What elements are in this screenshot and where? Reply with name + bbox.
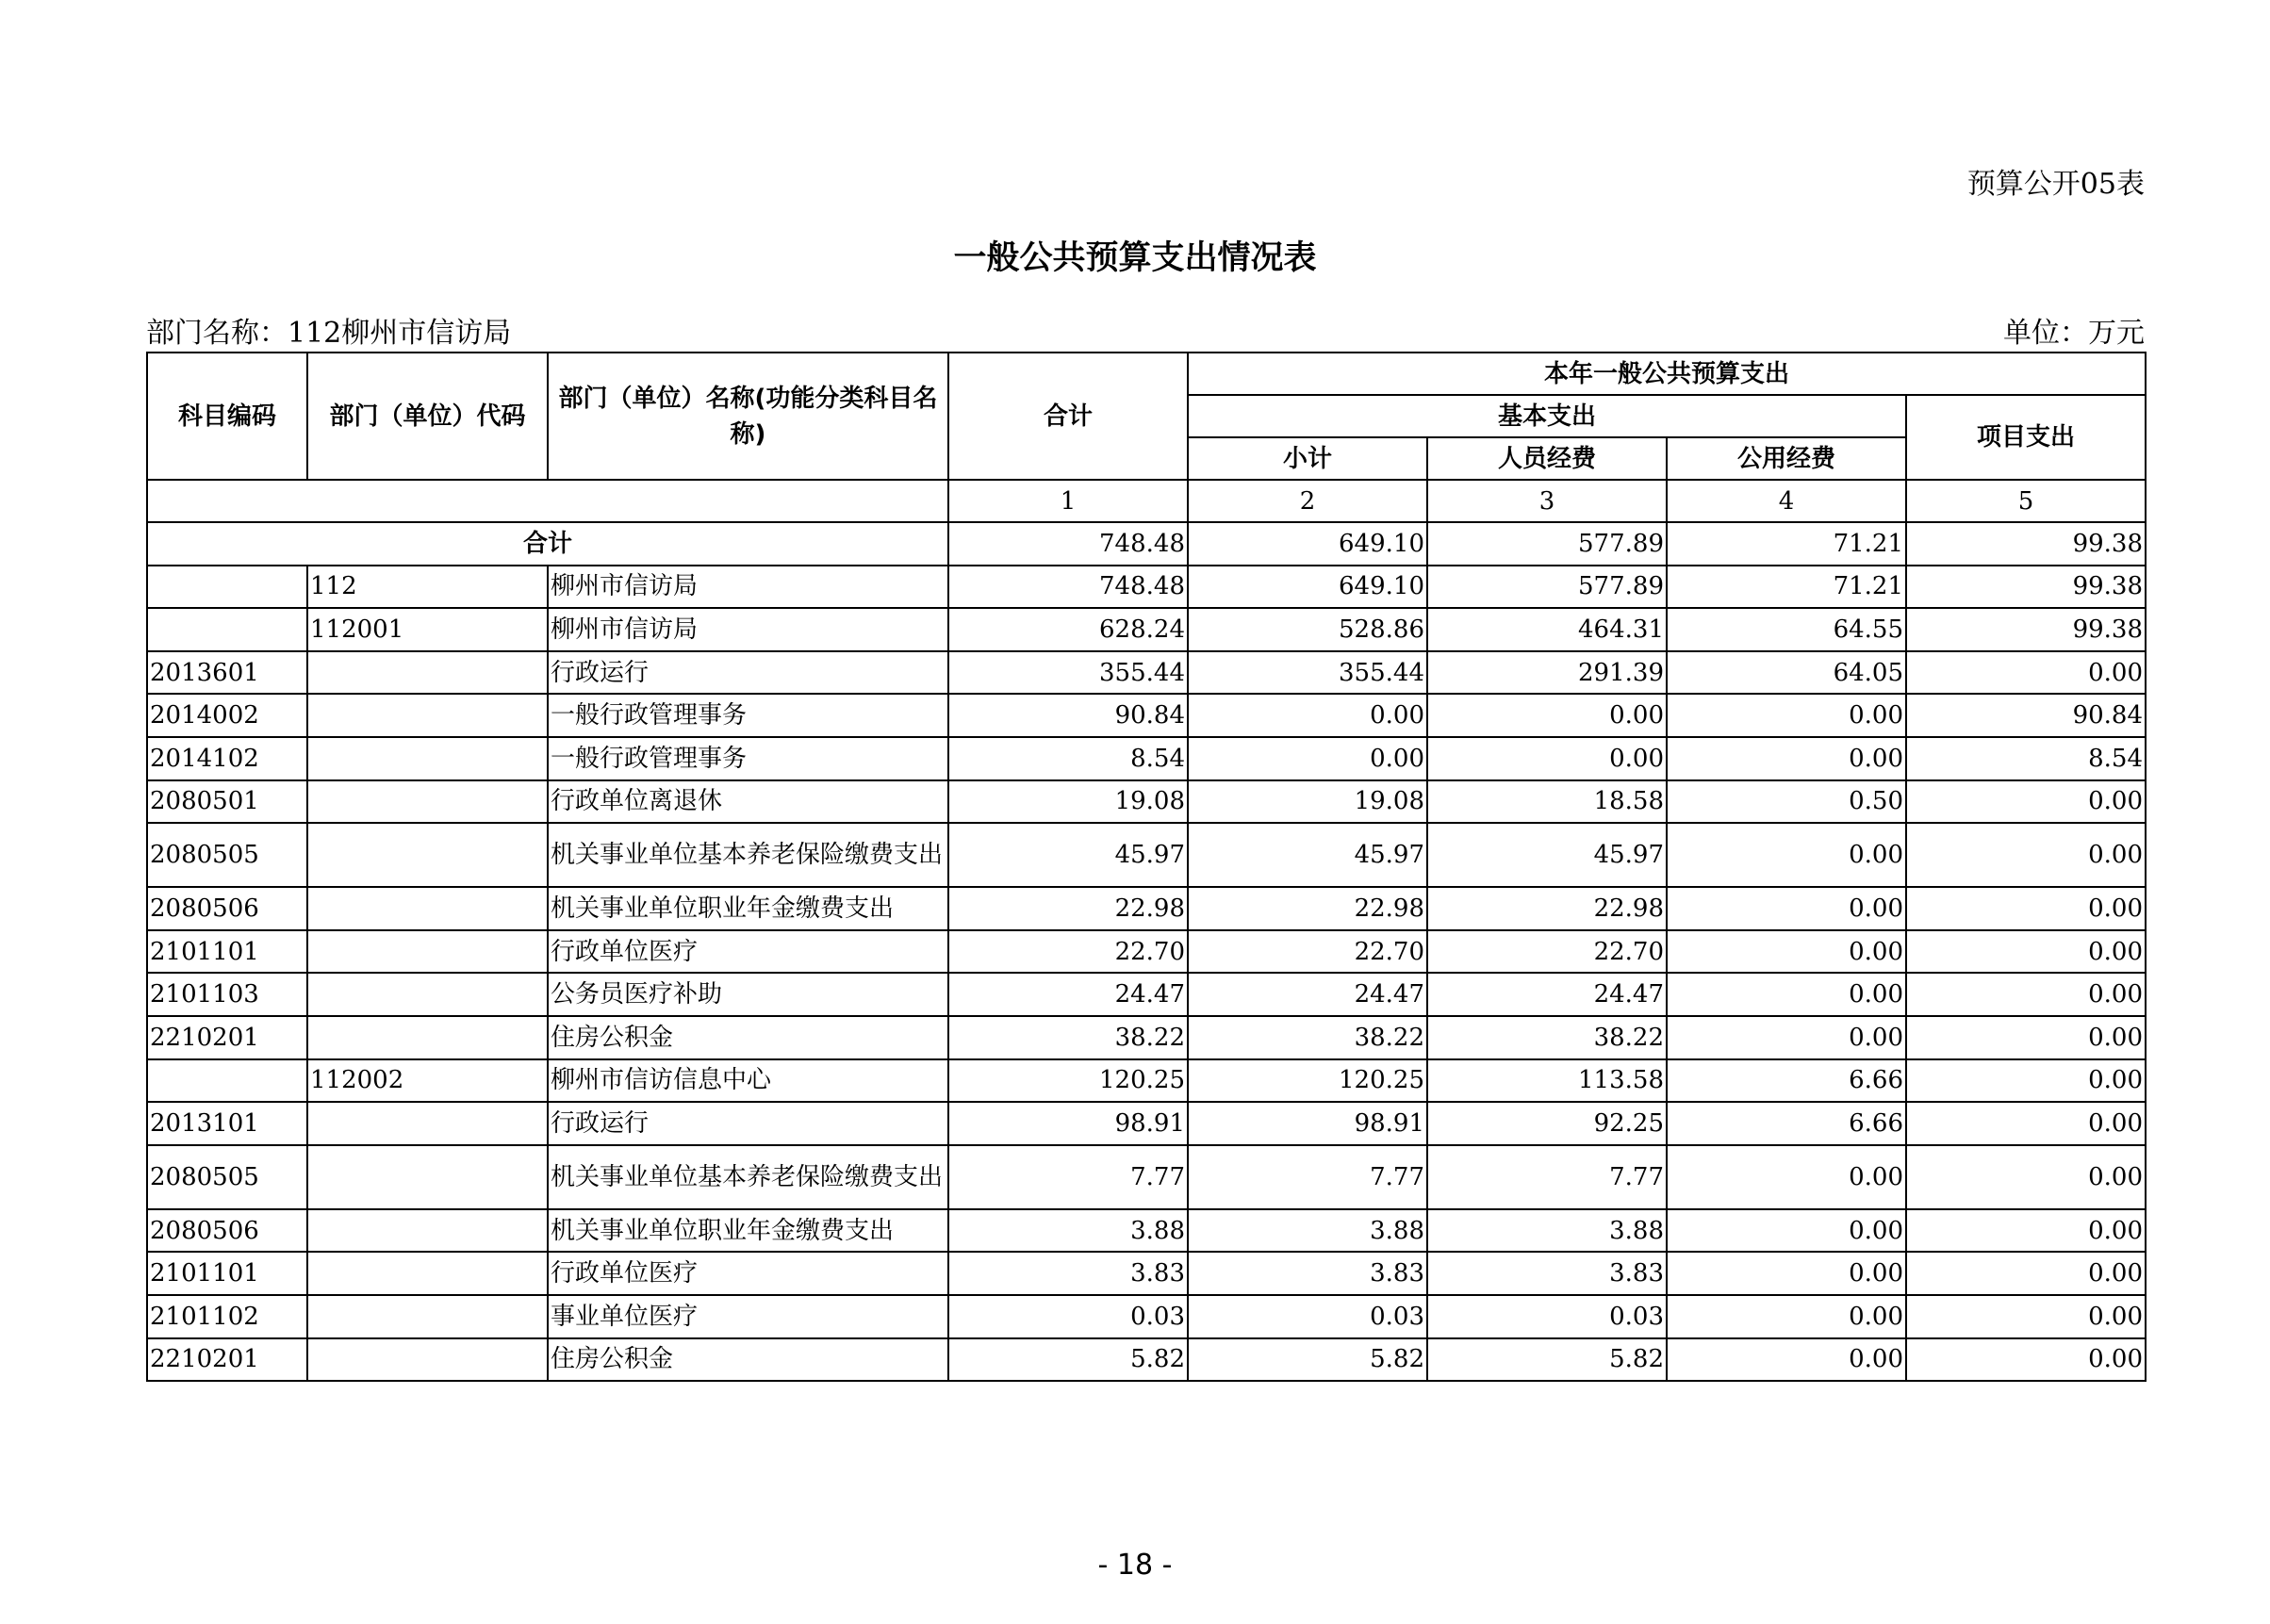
cell-code: 2101101 (147, 930, 307, 974)
cell-value: 45.97 (1427, 823, 1667, 887)
cell-value: 0.00 (1906, 823, 2146, 887)
cell-value: 38.22 (948, 1016, 1188, 1059)
cell-code (147, 608, 307, 651)
cell-value: 24.47 (1188, 973, 1427, 1016)
cell-value: 748.48 (948, 566, 1188, 609)
header-public: 公用经费 (1667, 437, 1906, 480)
cell-value: 0.00 (1667, 887, 1906, 930)
cell-code: 2080505 (147, 1145, 307, 1209)
cell-value: 0.00 (1667, 1016, 1906, 1059)
total-value: 649.10 (1188, 522, 1427, 566)
cell-dept-name: 行政运行 (548, 651, 948, 695)
table-row (147, 566, 2146, 609)
budget-table (146, 352, 2147, 1382)
cell-dept-name: 一般行政管理事务 (548, 737, 948, 780)
cell-value: 8.54 (948, 737, 1188, 780)
cell-value: 0.00 (1906, 1338, 2146, 1382)
cell-value: 355.44 (948, 651, 1188, 695)
cell-value: 0.00 (1906, 1209, 2146, 1253)
cell-value: 22.70 (948, 930, 1188, 974)
cell-value: 7.77 (948, 1145, 1188, 1209)
cell-value: 649.10 (1188, 566, 1427, 609)
cell-value: 38.22 (1188, 1016, 1427, 1059)
cell-dept-code: 112 (307, 566, 548, 609)
cell-dept-name: 机关事业单位基本养老保险缴费支出 (548, 1145, 948, 1209)
cell-value: 0.00 (1906, 930, 2146, 974)
cell-code: 2080506 (147, 887, 307, 930)
cell-value: 22.98 (1427, 887, 1667, 930)
cell-value: 0.00 (1667, 694, 1906, 737)
cell-value: 0.00 (1906, 1102, 2146, 1145)
table-row (147, 1016, 2146, 1059)
cell-value: 0.00 (1906, 1252, 2146, 1295)
cell-value: 92.25 (1427, 1102, 1667, 1145)
header-current-year: 本年一般公共预算支出 (1188, 353, 2146, 395)
cell-value: 3.83 (1427, 1252, 1667, 1295)
cell-dept-code (307, 887, 548, 930)
cell-value: 3.83 (1188, 1252, 1427, 1295)
header-subtotal: 小计 (1188, 437, 1427, 480)
cell-code: 2101103 (147, 973, 307, 1016)
cell-code: 2101101 (147, 1252, 307, 1295)
cell-value: 22.98 (1188, 887, 1427, 930)
table-row (147, 887, 2146, 930)
cell-value: 0.03 (948, 1295, 1188, 1338)
cell-dept-code (307, 1016, 548, 1059)
cell-code: 2080501 (147, 780, 307, 824)
cell-value: 6.66 (1667, 1102, 1906, 1145)
cell-value: 0.00 (1906, 1016, 2146, 1059)
cell-dept-code (307, 823, 548, 887)
cell-value: 8.54 (1906, 737, 2146, 780)
department-name: 部门名称：112柳州市信访局 (146, 317, 512, 350)
table-row (147, 1252, 2146, 1295)
table-row (147, 1059, 2146, 1103)
cell-value: 90.84 (1906, 694, 2146, 737)
cell-code: 2101102 (147, 1295, 307, 1338)
total-row (147, 522, 2146, 566)
column-number: 1 (948, 480, 1188, 522)
cell-value: 7.77 (1427, 1145, 1667, 1209)
cell-value: 90.84 (948, 694, 1188, 737)
cell-dept-name: 住房公积金 (548, 1338, 948, 1382)
cell-value: 19.08 (1188, 780, 1427, 824)
total-label: 合计 (147, 522, 948, 566)
cell-dept-name: 住房公积金 (548, 1016, 948, 1059)
cell-value: 45.97 (948, 823, 1188, 887)
cell-value: 22.98 (948, 887, 1188, 930)
cell-value: 120.25 (1188, 1059, 1427, 1103)
cell-value: 3.88 (1427, 1209, 1667, 1253)
cell-value: 0.00 (1906, 780, 2146, 824)
table-row (147, 973, 2146, 1016)
cell-value: 98.91 (1188, 1102, 1427, 1145)
cell-value: 0.00 (1906, 973, 2146, 1016)
table-row (147, 1295, 2146, 1338)
cell-value: 120.25 (948, 1059, 1188, 1103)
cell-dept-code (307, 1145, 548, 1209)
cell-dept-code: 112002 (307, 1059, 548, 1103)
cell-value: 5.82 (1427, 1338, 1667, 1382)
cell-code (147, 566, 307, 609)
cell-value: 7.77 (1188, 1145, 1427, 1209)
cell-value: 0.00 (1906, 887, 2146, 930)
table-row (147, 823, 2146, 887)
cell-value: 5.82 (1188, 1338, 1427, 1382)
cell-dept-code (307, 780, 548, 824)
cell-dept-name: 行政单位医疗 (548, 930, 948, 974)
table-row (147, 930, 2146, 974)
cell-value: 3.88 (1188, 1209, 1427, 1253)
cell-value: 0.00 (1667, 973, 1906, 1016)
table-row (147, 1209, 2146, 1253)
cell-value: 5.82 (948, 1338, 1188, 1382)
cell-value: 98.91 (948, 1102, 1188, 1145)
cell-value: 0.00 (1667, 930, 1906, 974)
cell-value: 0.00 (1906, 1295, 2146, 1338)
cell-value: 24.47 (948, 973, 1188, 1016)
cell-dept-code (307, 930, 548, 974)
cell-dept-name: 一般行政管理事务 (548, 694, 948, 737)
cell-value: 0.00 (1667, 1209, 1906, 1253)
cell-dept-code (307, 1209, 548, 1253)
cell-code: 2080505 (147, 823, 307, 887)
cell-dept-name: 行政单位医疗 (548, 1252, 948, 1295)
header-basic: 基本支出 (1188, 395, 1906, 437)
header-personnel: 人员经费 (1427, 437, 1667, 480)
cell-value: 464.31 (1427, 608, 1667, 651)
cell-dept-code (307, 973, 548, 1016)
page-title: 一般公共预算支出情况表 (953, 239, 1317, 277)
cell-code: 2014002 (147, 694, 307, 737)
cell-value: 0.00 (1427, 694, 1667, 737)
cell-dept-name: 柳州市信访局 (548, 566, 948, 609)
cell-dept-code (307, 737, 548, 780)
header-project: 项目支出 (1906, 395, 2146, 480)
cell-code: 2210201 (147, 1016, 307, 1059)
cell-dept-name: 机关事业单位职业年金缴费支出 (548, 1209, 948, 1253)
column-number: 2 (1188, 480, 1427, 522)
cell-value: 22.70 (1427, 930, 1667, 974)
cell-value: 528.86 (1188, 608, 1427, 651)
cell-value: 0.00 (1667, 1338, 1906, 1382)
cell-value: 19.08 (948, 780, 1188, 824)
cell-value: 38.22 (1427, 1016, 1667, 1059)
cell-value: 24.47 (1427, 973, 1667, 1016)
cell-value: 628.24 (948, 608, 1188, 651)
cell-value: 22.70 (1188, 930, 1427, 974)
cell-dept-name: 机关事业单位职业年金缴费支出 (548, 887, 948, 930)
cell-value: 0.03 (1427, 1295, 1667, 1338)
cell-dept-name: 行政运行 (548, 1102, 948, 1145)
unit-label: 单位：万元 (2003, 317, 2145, 350)
cell-value: 99.38 (1906, 566, 2146, 609)
table-row (147, 1102, 2146, 1145)
cell-code: 2014102 (147, 737, 307, 780)
column-number: 5 (1906, 480, 2146, 522)
cell-value: 0.00 (1667, 1252, 1906, 1295)
total-value: 748.48 (948, 522, 1188, 566)
cell-value: 3.88 (948, 1209, 1188, 1253)
cell-code: 2210201 (147, 1338, 307, 1382)
cell-dept-code (307, 1102, 548, 1145)
header-code: 科目编码 (147, 353, 307, 480)
cell-value: 0.00 (1667, 823, 1906, 887)
table-row (147, 780, 2146, 824)
cell-dept-name: 柳州市信访局 (548, 608, 948, 651)
cell-value: 45.97 (1188, 823, 1427, 887)
cell-code: 2013101 (147, 1102, 307, 1145)
cell-code (147, 1059, 307, 1103)
cell-value: 0.00 (1188, 737, 1427, 780)
cell-value: 6.66 (1667, 1059, 1906, 1103)
cell-dept-code (307, 1252, 548, 1295)
table-row (147, 694, 2146, 737)
cell-value: 18.58 (1427, 780, 1667, 824)
cell-dept-name: 事业单位医疗 (548, 1295, 948, 1338)
cell-dept-name: 行政单位离退休 (548, 780, 948, 824)
table-row (147, 1145, 2146, 1209)
table-row (147, 651, 2146, 695)
cell-value: 64.55 (1667, 608, 1906, 651)
cell-value: 355.44 (1188, 651, 1427, 695)
total-value: 577.89 (1427, 522, 1667, 566)
page-number: - 18 - (1097, 1549, 1173, 1582)
cell-value: 0.00 (1427, 737, 1667, 780)
cell-dept-code: 112001 (307, 608, 548, 651)
cell-value: 64.05 (1667, 651, 1906, 695)
table-row (147, 1338, 2146, 1382)
header-blank (147, 480, 948, 522)
cell-value: 0.00 (1906, 1145, 2146, 1209)
cell-value: 0.00 (1906, 1059, 2146, 1103)
cell-dept-name: 机关事业单位基本养老保险缴费支出 (548, 823, 948, 887)
total-value: 71.21 (1667, 522, 1906, 566)
cell-dept-name: 公务员医疗补助 (548, 973, 948, 1016)
header-total: 合计 (948, 353, 1188, 480)
cell-value: 0.00 (1667, 1295, 1906, 1338)
cell-dept-code (307, 1295, 548, 1338)
total-value: 99.38 (1906, 522, 2146, 566)
cell-code: 2013601 (147, 651, 307, 695)
cell-code: 2080506 (147, 1209, 307, 1253)
cell-value: 0.00 (1188, 694, 1427, 737)
header-dept-name: 部门（单位）名称(功能分类科目名称) (548, 353, 948, 480)
cell-value: 0.00 (1906, 651, 2146, 695)
cell-value: 577.89 (1427, 566, 1667, 609)
table-row (147, 608, 2146, 651)
cell-value: 0.00 (1667, 1145, 1906, 1209)
form-number: 预算公开05表 (1966, 168, 2145, 201)
cell-value: 0.50 (1667, 780, 1906, 824)
cell-value: 0.03 (1188, 1295, 1427, 1338)
cell-dept-code (307, 694, 548, 737)
cell-value: 291.39 (1427, 651, 1667, 695)
cell-value: 3.83 (948, 1252, 1188, 1295)
column-number: 3 (1427, 480, 1667, 522)
cell-dept-code (307, 651, 548, 695)
cell-value: 113.58 (1427, 1059, 1667, 1103)
column-number: 4 (1667, 480, 1906, 522)
cell-value: 0.00 (1667, 737, 1906, 780)
header-dept-code: 部门（单位）代码 (307, 353, 548, 480)
cell-value: 99.38 (1906, 608, 2146, 651)
cell-value: 71.21 (1667, 566, 1906, 609)
cell-dept-name: 柳州市信访信息中心 (548, 1059, 948, 1103)
table-row (147, 737, 2146, 780)
cell-dept-code (307, 1338, 548, 1382)
